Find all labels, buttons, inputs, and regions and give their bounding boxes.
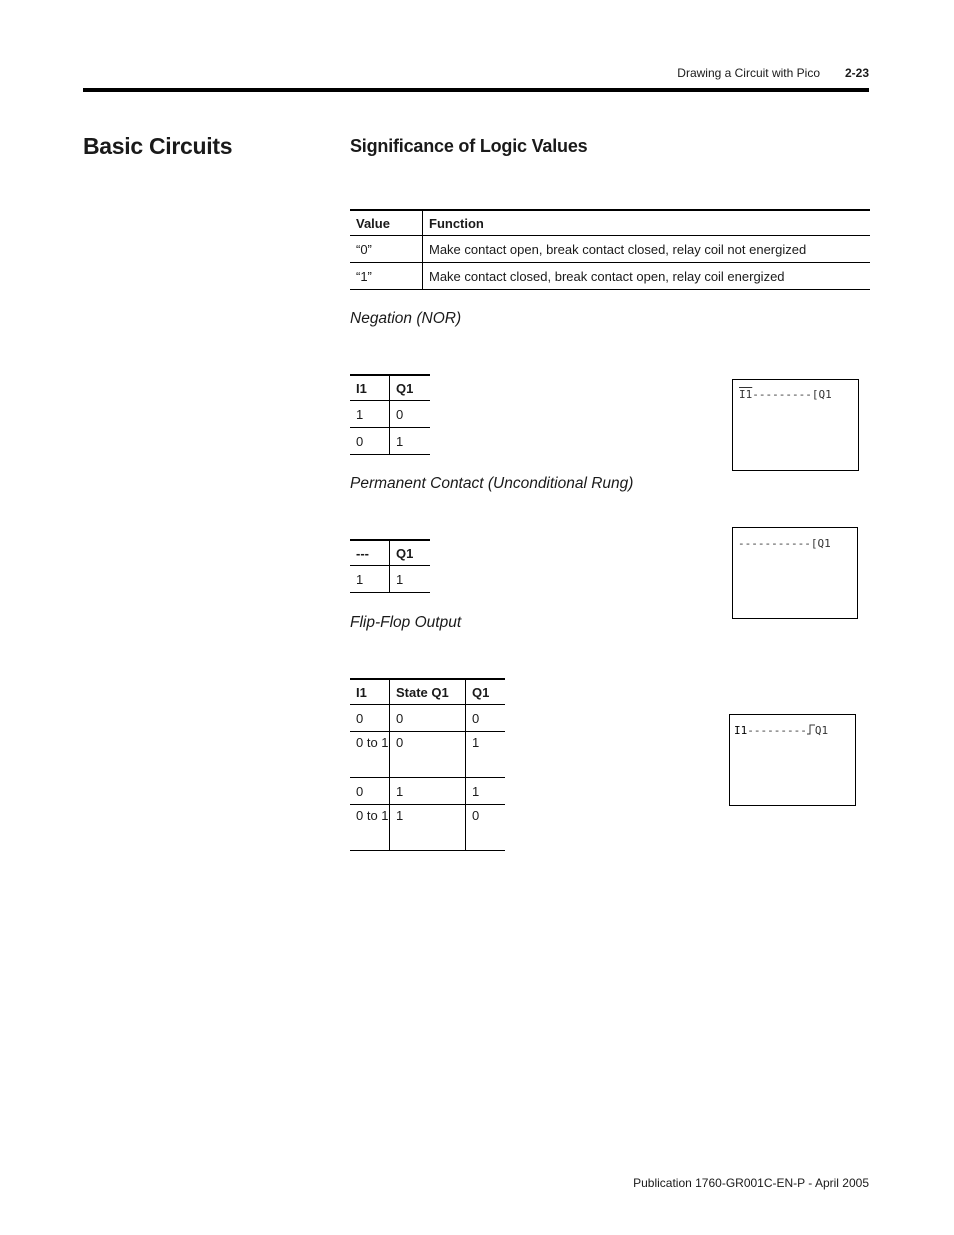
table-cell: 0	[350, 778, 390, 805]
table-header-row	[350, 679, 505, 705]
table-header-row	[350, 540, 430, 566]
permanent-contact-circuit-diagram	[732, 527, 858, 619]
diagram-wire: ---------	[752, 388, 812, 401]
table-row	[350, 805, 505, 851]
table-cell: 0 to 1	[350, 732, 390, 778]
table-cell: 1	[466, 732, 506, 778]
page-number: 2-23	[845, 66, 870, 80]
table-cell: 0	[350, 705, 390, 732]
flip-flop-circuit-diagram	[729, 714, 856, 806]
table-row	[350, 566, 430, 593]
table-cell: 0 to 1	[350, 805, 390, 851]
diagram-wire: -----------	[738, 537, 811, 550]
table-cell: 1	[466, 778, 506, 805]
header-rule	[83, 88, 869, 92]
relay-coil: [Q1	[811, 388, 832, 401]
table-cell: “0”	[350, 236, 423, 263]
flip-flop-caption: Flip-Flop Output	[350, 614, 462, 631]
table-cell: 1	[390, 778, 466, 805]
diagram-rung	[738, 537, 831, 550]
contact: I1	[734, 724, 748, 737]
diagram-wire: ---------	[747, 724, 807, 737]
table-row	[350, 428, 430, 455]
table-row	[350, 732, 505, 778]
table-cell: 1	[350, 566, 390, 593]
table-cell: 0	[350, 428, 390, 455]
table-cell: 1	[350, 401, 390, 428]
flip-flop-table	[350, 678, 505, 851]
column-header: Function	[423, 210, 871, 236]
table-cell: 0	[390, 401, 431, 428]
table-cell: 1	[390, 566, 431, 593]
column-header: I1	[350, 375, 390, 401]
table-cell: Make contact closed, break contact open, relay coil energized	[423, 263, 871, 290]
table-header-row	[350, 375, 430, 401]
negated-contact: I1	[739, 388, 753, 401]
section-title: Basic Circuits	[83, 133, 233, 159]
table-cell: Make contact open, break contact closed, relay coil not energized	[423, 236, 871, 263]
publication-footer: Publication 1760-GR001C-EN-P - April 2005	[633, 1176, 869, 1190]
negation-circuit-diagram	[732, 379, 859, 471]
running-header-title: Drawing a Circuit with Pico	[677, 66, 820, 80]
table-row	[350, 401, 430, 428]
table-cell: 1	[390, 428, 431, 455]
table-row	[350, 778, 505, 805]
permanent-contact-table	[350, 539, 430, 593]
permanent-contact-caption: Permanent Contact (Unconditional Rung)	[350, 475, 634, 492]
column-header: Q1	[466, 679, 506, 705]
column-header: ---	[350, 540, 390, 566]
relay-coil: Q1	[814, 724, 829, 737]
pulse-relay-symbol-icon	[807, 724, 815, 735]
negation-caption: Negation (NOR)	[350, 310, 462, 327]
table-cell: 0	[466, 805, 506, 851]
table-header-row	[350, 210, 870, 236]
diagram-rung	[734, 724, 828, 737]
subsection-title: Significance of Logic Values	[350, 136, 588, 156]
table-cell: 0	[466, 705, 506, 732]
table-cell: 0	[390, 705, 466, 732]
column-header: Q1	[390, 375, 431, 401]
relay-coil: [Q1	[810, 537, 831, 550]
table-cell: 0	[390, 732, 466, 778]
diagram-rung	[739, 388, 832, 401]
table-cell: “1”	[350, 263, 423, 290]
table-row	[350, 263, 870, 290]
column-header: Q1	[390, 540, 431, 566]
negation-truth-table	[350, 374, 430, 455]
table-cell: 1	[390, 805, 466, 851]
table-row	[350, 705, 505, 732]
column-header: I1	[350, 679, 390, 705]
column-header: Value	[350, 210, 423, 236]
table-row	[350, 236, 870, 263]
column-header: State Q1	[390, 679, 466, 705]
logic-values-table	[350, 209, 870, 290]
